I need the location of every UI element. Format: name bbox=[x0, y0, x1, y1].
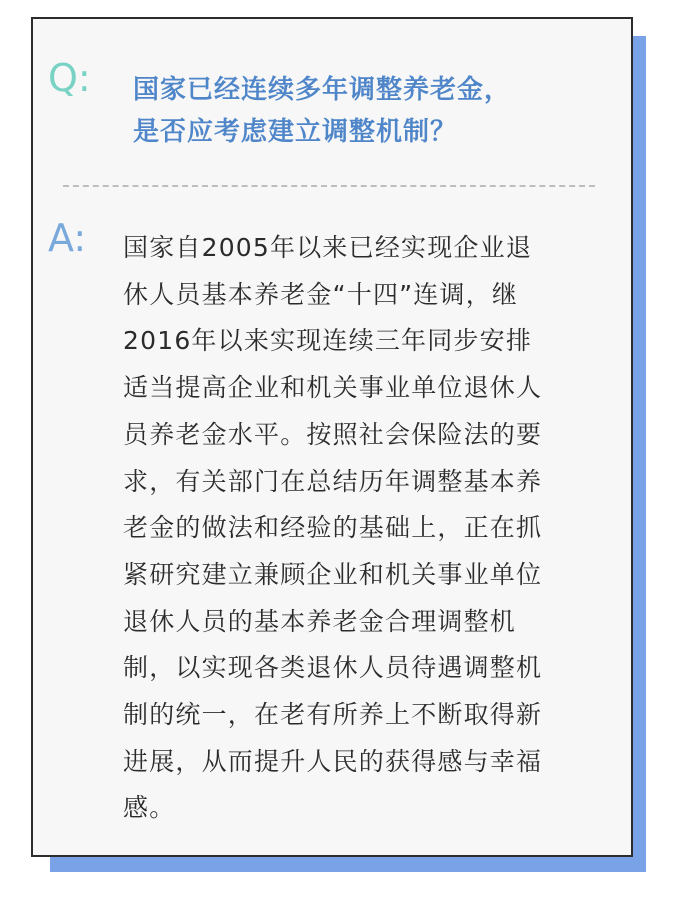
question-text: 国家已经连续多年调整养老金， 是否应考虑建立调整机制？ bbox=[133, 75, 512, 147]
answer-marker: A: bbox=[48, 216, 87, 260]
qa-card bbox=[31, 17, 633, 857]
dashed-divider bbox=[63, 185, 595, 187]
question-marker: Q: bbox=[48, 56, 91, 100]
answer-text: 国家自2005年以来已经实现企业退 休人员基本养老金“十四”连调，继 2016年以来实现连续三年同步安排 适当提高企业和机关事业单位退休人 员养老金水平。按照社会保险法的要 求，有关部门在总结历年调整基本养 老金的做法和经验的基础上，正在抓 紧研究建立兼顾企业和机关事业单位 退休人员的基本养老金合理调整机 制，以实现各类退休人员待遇调整机 制的统一，在老有所养上不断取得新 进展，从而提升人民的获得感与幸福 感。 bbox=[123, 233, 543, 823]
